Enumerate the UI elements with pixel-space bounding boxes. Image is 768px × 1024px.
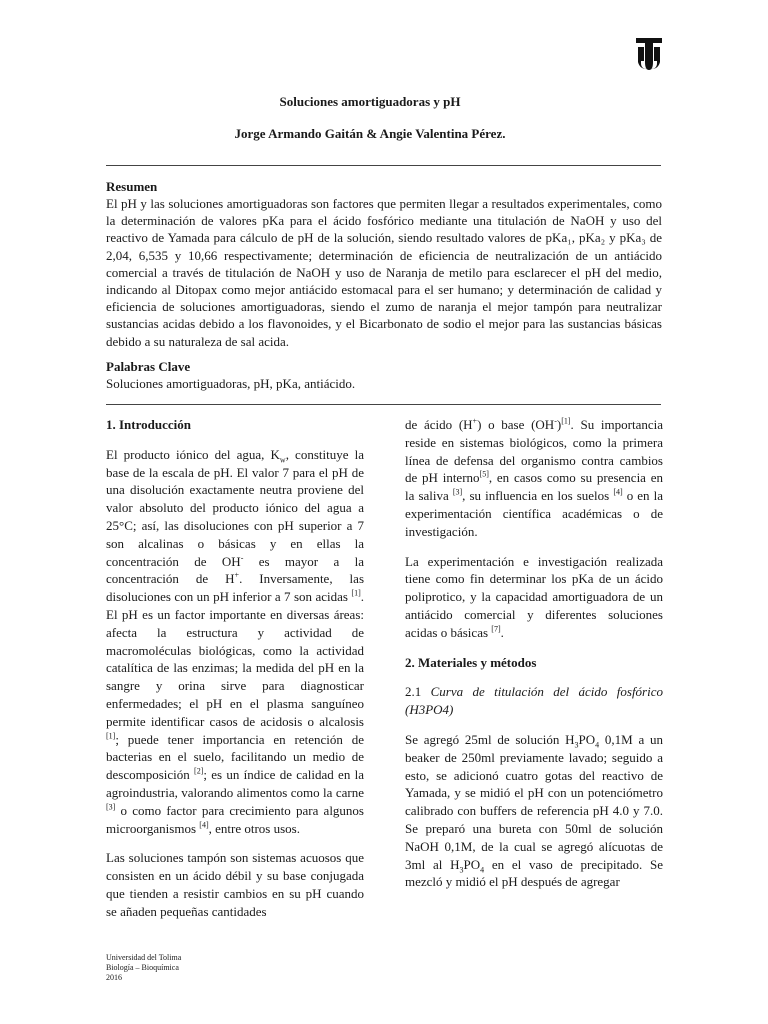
paper-title: Soluciones amortiguadoras y pH: [279, 94, 461, 109]
title-block: [106, 94, 634, 142]
intro-paragraph-2: Las soluciones tampón son sistemas acuosos que consisten en un ácido débil y su base conjugada que tienden a resistir cambios en su pH cuando se añaden pequeñas cantidades: [106, 850, 364, 919]
methods-paragraph-1: Se agregó 25ml de solución $H_3PO_4$ 0,1M a un beaker de 250ml previamente lavado; seguido a esto, se adicionó cuatro gotas del reactivo de Yamada, y se midió el pH con un potenciómetro calibrado con buffers de referencia pH 4.0 y 7.0. Se preparó una bureta con 50ml de solución NaOH 0,1M, de la cual se agregó alícuotas de 3ml al $H_3PO_4$ en el vaso de precipitado. Se mezcló y midió el pH después de agregar: [405, 731, 663, 890]
abstract-heading: Resumen: [106, 179, 158, 194]
abstract-section: [106, 178, 662, 392]
citation: [4]: [199, 820, 209, 830]
citation: [3]: [106, 802, 116, 812]
footer-program: Biología – Bioquímica: [106, 963, 179, 972]
citation: [1]: [106, 731, 116, 741]
footer-university: Universidad del Tolima: [106, 953, 182, 962]
keywords-heading: Palabras Clave: [106, 358, 191, 374]
page-footer: [106, 953, 181, 983]
citation: [1]: [351, 588, 361, 598]
methods-heading: 2. Materiales y métodos: [405, 654, 537, 670]
intro-paragraph-4: La experimentación e investigación realizada tiene como fin determinar los pKa de un ácido poliprotico, y la capacidad amortiguadora de un antiácido comercial y diferentes soluciones acidas o básicas [7].: [405, 553, 663, 640]
university-logo-icon: [636, 38, 662, 70]
citation: [3]: [452, 487, 463, 497]
citation: [2]: [194, 766, 204, 776]
keywords-text: Soluciones amortiguadoras, pH, pKa, antiácido.: [106, 375, 356, 391]
right-column: [405, 416, 663, 903]
citation: [1]: [561, 416, 571, 426]
abstract-text: El pH y las soluciones amortiguadoras son factores que permiten llegar a resultados experimentales, como la determinación de valores pKa para el ácido fosfórico mediante una titulación de NaOH y uso del reactivo de Yamada para cálculo de pH de la solución, siendo resultado valores de pKa₁, pKa₂ y pKa₃ de 2,04, 6,535 y 10,66 respectivamente; determinación de eficiencia de neutralización de un antiácido comercial a través de titulación de NaOH y uso de Naranja de metilo para esclarecer el pH del medio, indicando al Ditopax como mejor antiácido estomacal para el ser humano; y determinación de calidad y eficiencia de soluciones amortiguadoras, siendo el zumo de naranja el mejor tampón para neutralizar sustancias acidas debido a los flavonoides, y el Bicarbonato de sodio el mejor para las sustancias básicas debido a su naturaleza de sal acida.: [106, 196, 662, 349]
left-column: [106, 416, 364, 933]
citation: [5]: [479, 470, 489, 480]
paper-authors: Jorge Armando Gaitán & Angie Valentina Pérez.: [234, 126, 506, 141]
footer-year: 2016: [106, 973, 122, 982]
methods-subheading: 2.1 Curva de titulación del ácido fosfórico (H3PO4): [405, 684, 663, 718]
top-divider: [106, 165, 661, 166]
intro-heading: 1. Introducción: [106, 417, 191, 432]
citation: [7]: [491, 624, 501, 634]
intro-paragraph-1: El producto iónico del agua, $K_w$, constituye la base de la escala de pH. El valor 7 para el pH de una disolución exactamente neutra proviene del valor absoluto del producto iónico del agua a 25°C; así, las disoluciones con pH superior a 7 son alcalinas o básicas y en ellas la concentración de OH- es mayor a la concentración de H+. Inversamente, las disoluciones con un pH inferior a 7 son acidas [1]. El pH es un factor importante en diversas áreas: afecta la estructura y actividad de macromoléculas biológicas, como la actividad catalítica de las enzimas; la medida del pH en la sangre y orina sirve para diagnosticar enfermedades; el pH en el plasma sanguíneo permite identificar casos de acidosis o alcalosis [1]; puede tener importancia en retención de bacterias en el suelo, facilitando un medio de descomposición [2]; es un índice de calidad en la agroindustria, valorando alimentos como la carne [3] o como factor para crecimiento para algunos microorganismos [4], entre otros usos.: [106, 446, 365, 836]
section-divider: [106, 404, 661, 405]
citation: [4]: [613, 487, 623, 497]
intro-paragraph-3: de ácido (H+) o base (OH-)[1]. Su importancia reside en sistemas biológicos, como la primera línea de defensa del organismo contra cambios de pH interno[5], en casos como su presencia en la saliva [3], su influencia en los suelos [4] o en la experimentación científica académicas o de investigación.: [405, 416, 663, 539]
